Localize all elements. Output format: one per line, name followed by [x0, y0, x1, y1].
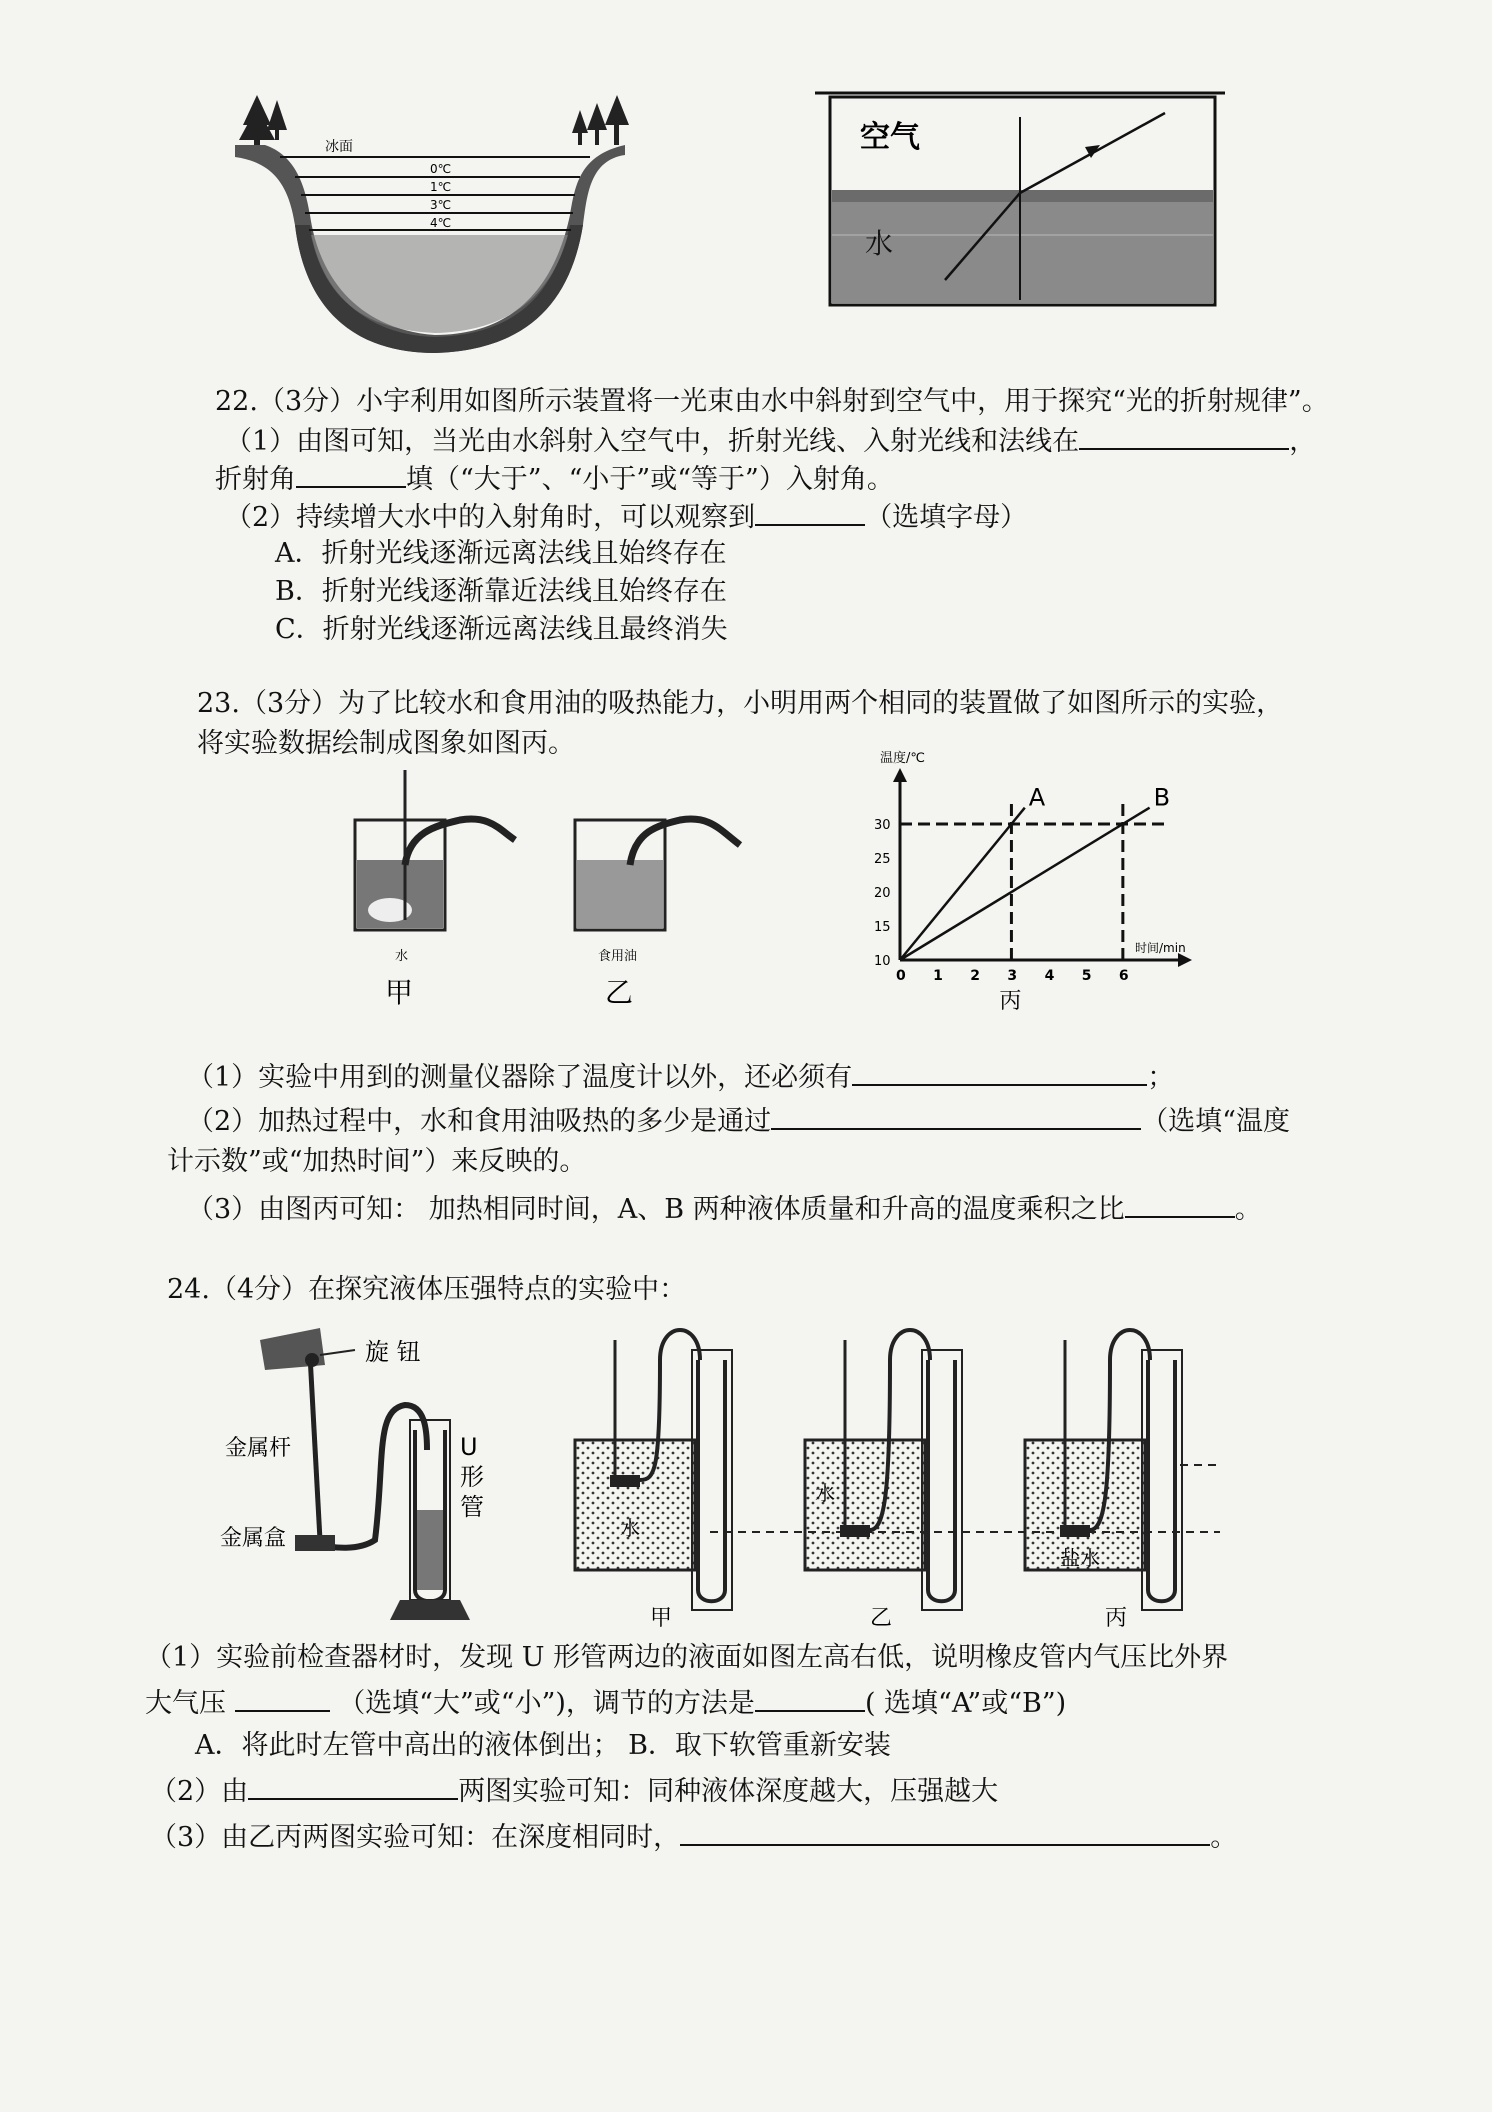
- temp-label-3: 4℃: [430, 216, 452, 230]
- y-tick-label: 15: [874, 920, 891, 935]
- q23-part2-cont: 计示数”或“加热时间”）来反映的。: [167, 1146, 587, 1177]
- knob-label: 旋 钮: [365, 1338, 421, 1366]
- q23-stem-line1: 23.（3分）为了比较水和食用油的吸热能力，小明用两个相同的装置做了如图所示的实验，: [197, 688, 1284, 719]
- q22-part1-line1: （1）由图可知，当光由水斜射入空气中，折射光线、入射光线和法线在 ，: [225, 422, 1316, 460]
- setup-jia-label: 甲: [650, 1606, 673, 1631]
- setup-yi: [805, 1330, 962, 1631]
- series-label-A: A: [1028, 783, 1046, 812]
- u-tube-label-1: U: [460, 1433, 478, 1461]
- setup-yi-label: 乙: [870, 1606, 893, 1631]
- fig-yi-label: 乙: [605, 976, 634, 1009]
- x-tick-label: 0: [896, 968, 906, 984]
- x-tick-label: 3: [1007, 968, 1018, 984]
- temp-label-1: 1℃: [430, 180, 452, 194]
- setup-jia: [575, 1330, 732, 1631]
- q23-part3: （3）由图丙可知： 加热相同时间，A、B 两种液体质量和升高的温度乘积之比 。: [187, 1190, 1262, 1228]
- x-tick-label: 2: [970, 968, 981, 984]
- y-tick-label: 30: [874, 818, 891, 833]
- lake-temperature-figure: [235, 85, 625, 355]
- q22-option-c: C．折射光线逐渐远离法线且最终消失: [275, 614, 728, 645]
- water-label: 水: [865, 227, 894, 260]
- q23-part1: （1）实验中用到的测量仪器除了温度计以外，还必须有 ；: [187, 1058, 1174, 1096]
- u-tube-label-2: 形: [460, 1463, 484, 1491]
- beaker-oil-label: 食用油: [598, 949, 638, 964]
- beakers-figure: [350, 770, 790, 1010]
- beaker-oil: [575, 819, 740, 1009]
- x-tick-label: 4: [1044, 968, 1055, 984]
- metal-rod-label: 金属杆: [225, 1436, 292, 1461]
- q22-blank-2[interactable]: [296, 460, 406, 488]
- setup-bing-label: 丙: [1105, 1606, 1128, 1631]
- x-tick-label: 5: [1081, 968, 1092, 984]
- x-tick-label: 1: [933, 968, 943, 984]
- q23-blank-1[interactable]: [852, 1058, 1147, 1086]
- pressure-gauge-figure: [215, 1310, 495, 1630]
- q24-stem: 24.（4分）在探究液体压强特点的实验中：: [167, 1274, 687, 1305]
- fig-jia-label: 甲: [385, 976, 414, 1009]
- series-line-A: [900, 808, 1025, 960]
- setup-bing: [1025, 1330, 1182, 1631]
- metal-box-label: 金属盒: [220, 1526, 287, 1551]
- q22-option-b: B．折射光线逐渐靠近法线且始终存在: [275, 576, 727, 607]
- q24-part1-line1: （1）实验前检查器材时，发现 U 形管两边的液面如图左高右低，说明橡皮管内气压比外界: [145, 1642, 1229, 1673]
- air-label: 空气: [860, 120, 920, 155]
- fig-bing-label: 丙: [999, 989, 1022, 1014]
- q24-part1-options: A．将此时左管中高出的液体倒出； B．取下软管重新安装: [195, 1730, 891, 1761]
- y-tick-label: 10: [874, 954, 891, 969]
- y-axis-arrow: [893, 768, 907, 782]
- beaker-water: [355, 770, 515, 1009]
- q23-blank-2[interactable]: [771, 1102, 1141, 1130]
- series-line-B: [900, 808, 1150, 960]
- q24-part1-line2: 大气压 （选填“大”或“小”)，调节的方法是 ( 选填“A”或“B”): [145, 1684, 1066, 1722]
- temperature-time-chart: [870, 751, 1210, 1020]
- x-tick-label: 6: [1118, 968, 1129, 984]
- q24-blank-3[interactable]: [248, 1772, 458, 1800]
- temp-label-2: 3℃: [430, 198, 452, 212]
- u-tube-label-3: 管: [460, 1493, 484, 1521]
- q23-stem-line2: 将实验数据绘制成图象如图丙。: [197, 728, 575, 759]
- setup-bing-salt-label: 盐水: [1060, 1546, 1100, 1570]
- refraction-figure: [815, 85, 1225, 355]
- y-tick-label: 25: [874, 852, 891, 867]
- q22-part1-line2: 折射角 填（“大于”、“小于”或“等于”）入射角。: [215, 460, 894, 498]
- setup-jia-water-label: 水: [620, 1516, 640, 1540]
- q22-part2: （2）持续增大水中的入射角时，可以观察到 （选填字母）: [225, 498, 1027, 536]
- q23-part2: （2）加热过程中，水和食用油吸热的多少是通过 （选填“温度: [187, 1102, 1290, 1140]
- q24-blank-4[interactable]: [680, 1818, 1210, 1846]
- y-axis-label: 温度/℃: [880, 751, 925, 766]
- y-tick-label: 20: [874, 886, 891, 901]
- liquid-pressure-experiments: [560, 1300, 1240, 1630]
- beaker-water-label: 水: [395, 949, 409, 964]
- q22-option-a: A．折射光线逐渐远离法线且始终存在: [275, 538, 727, 569]
- q24-part2: （2）由 两图实验可知：同种液体深度越大，压强越大: [150, 1772, 998, 1810]
- q24-blank-1[interactable]: [235, 1684, 330, 1712]
- setup-yi-water-label: 水: [815, 1481, 835, 1505]
- x-axis-arrow: [1178, 953, 1192, 967]
- q22-blank-1[interactable]: [1079, 422, 1289, 450]
- x-axis-label: 时间/min: [1135, 941, 1186, 955]
- temp-label-0: 0℃: [430, 162, 452, 176]
- q22-blank-3[interactable]: [755, 498, 865, 526]
- q24-blank-2[interactable]: [755, 1684, 865, 1712]
- series-label-B: B: [1153, 783, 1171, 812]
- ice-surface-label: 冰面: [325, 139, 353, 155]
- q22-stem: 22.（3分）小宇利用如图所示装置将一光束由水中斜射到空气中，用于探究“光的折射规律”。: [215, 386, 1329, 417]
- q23-blank-3[interactable]: [1125, 1190, 1235, 1218]
- q24-part3: （3）由乙丙两图实验可知：在深度相同时， 。: [150, 1818, 1237, 1856]
